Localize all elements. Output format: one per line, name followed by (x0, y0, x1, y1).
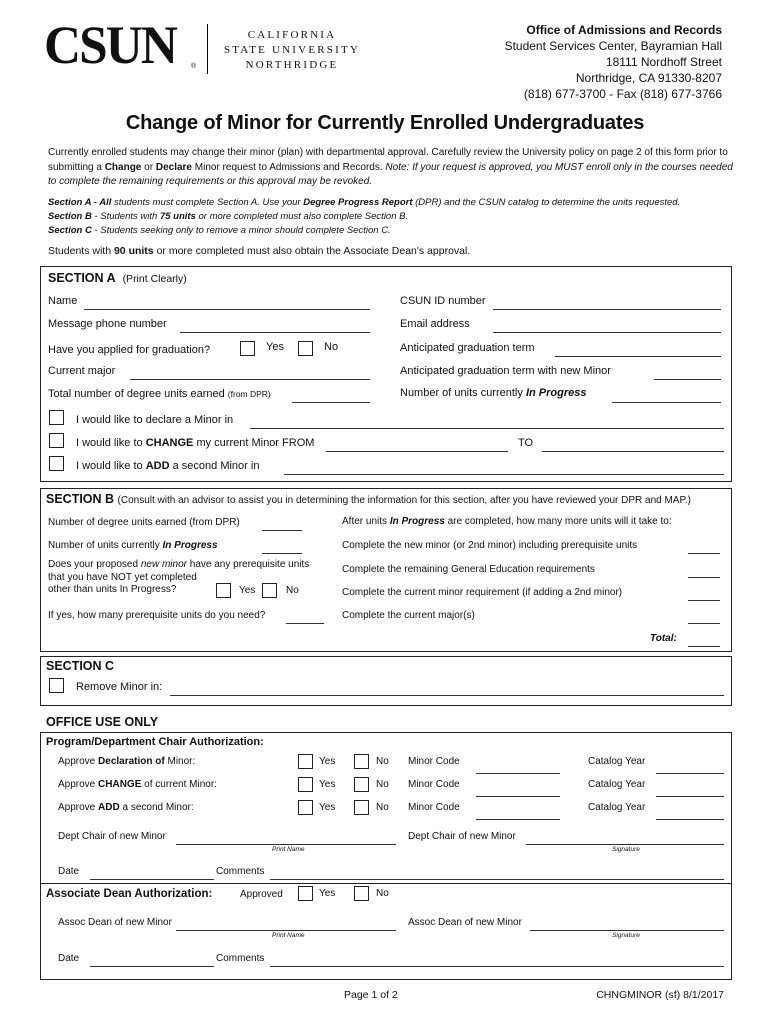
units-ip-field[interactable] (612, 402, 721, 403)
units-ip-label: Number of units currently In Progress (400, 387, 587, 399)
minor-code-label-3: Minor Code (408, 802, 460, 813)
section-b-title: SECTION B (Consult with an advisor to assist you in determining the information for this section, after you have reviewed your DPR and MAP.) (46, 492, 691, 506)
prereq-no-checkbox[interactable] (262, 583, 277, 598)
approve-change-no-checkbox[interactable] (354, 777, 369, 792)
logo-divider (207, 24, 208, 74)
units-total-label: Total number of degree units earned (from DPR) (48, 388, 271, 400)
dept-chair-sig-label: Dept Chair of new Minor (408, 831, 516, 842)
major-field[interactable] (130, 379, 370, 380)
current-minor-field[interactable] (688, 600, 720, 601)
remove-field[interactable] (170, 695, 724, 696)
earned-field[interactable] (262, 530, 302, 531)
change-label: I would like to CHANGE my current Minor FROM (76, 437, 315, 449)
chair-comments-field[interactable] (270, 879, 724, 880)
print-name-caption-1: Print Name (272, 846, 305, 853)
dean-comments-field[interactable] (270, 966, 724, 967)
signature-caption-1: Signature (612, 846, 640, 853)
minor-code-field-1[interactable] (476, 773, 560, 774)
dean-no-checkbox[interactable] (354, 886, 369, 901)
prereq-no-label: No (286, 585, 299, 596)
approve-change-yes-checkbox[interactable] (298, 777, 313, 792)
catalog-year-label-1: Catalog Year (588, 756, 646, 767)
assoc-dean-signature-field[interactable] (530, 930, 724, 931)
dean-title: Associate Dean Authorization: (46, 888, 213, 900)
csu-wordmark: CALIFORNIA STATE UNIVERSITY NORTHRIDGE (223, 29, 361, 71)
units-total-field[interactable] (292, 402, 370, 403)
phone-label: Message phone number (48, 318, 167, 330)
grad-term-label: Anticipated graduation term (400, 342, 535, 354)
change-to-field[interactable] (542, 451, 724, 452)
catalog-year-field-2[interactable] (656, 796, 724, 797)
section-a-title: SECTION A (Print Clearly) (48, 271, 187, 285)
current-minor-label: Complete the current minor requirement (if adding a 2nd minor) (342, 587, 623, 598)
dean-approved-label: Approved (240, 889, 283, 900)
add-field[interactable] (284, 474, 724, 475)
registered-mark: ® (191, 63, 197, 70)
approve-add-no-checkbox[interactable] (354, 800, 369, 815)
grad-yes-checkbox[interactable] (240, 341, 255, 356)
approve-change-label: Approve CHANGE of current Minor: (58, 779, 217, 790)
chair-title: Program/Department Chair Authorization: (46, 736, 264, 748)
catalog-year-label-2: Catalog Year (588, 779, 646, 790)
grad-yes-label: Yes (266, 341, 284, 353)
approve-declare-yes-checkbox[interactable] (298, 754, 313, 769)
approve-declare-yes-label: Yes (319, 756, 336, 767)
declare-label: I would like to declare a Minor in (76, 414, 234, 426)
office-use-box (40, 732, 732, 980)
prereq-yes-checkbox[interactable] (216, 583, 231, 598)
approve-add-yes-label: Yes (319, 802, 336, 813)
after-label: After units In Progress are completed, how many more units will it take to: (342, 516, 672, 527)
earned-label: Number of degree units earned (from DPR) (48, 517, 240, 528)
catalog-year-label-3: Catalog Year (588, 802, 646, 813)
remove-checkbox[interactable] (49, 678, 64, 693)
minor-code-label-1: Minor Code (408, 756, 460, 767)
approve-change-no-label: No (376, 779, 389, 790)
section-a (40, 266, 732, 482)
grad-question: Have you applied for graduation? (48, 344, 211, 356)
approve-add-yes-checkbox[interactable] (298, 800, 313, 815)
declare-field[interactable] (250, 428, 724, 429)
change-to-label: TO (518, 437, 534, 449)
csun-id-field[interactable] (493, 309, 721, 310)
complete-minor-label: Complete the new minor (or 2nd minor) including prerequisite units (342, 540, 638, 551)
approve-add-no-label: No (376, 802, 389, 813)
dean-date-field[interactable] (90, 966, 214, 967)
print-name-caption-2: Print Name (272, 932, 305, 939)
approve-add-label: Approve ADD a second Minor: (58, 802, 194, 813)
assoc-dean-name-field[interactable] (176, 930, 396, 931)
assoc-dean-sig-label: Assoc Dean of new Minor (408, 917, 522, 928)
ip-label: Number of units currently In Progress (48, 540, 218, 551)
email-label: Email address (400, 318, 470, 330)
how-many-field[interactable] (286, 623, 324, 624)
section-c-title: SECTION C (46, 659, 115, 673)
add-checkbox[interactable] (49, 456, 64, 471)
minor-code-field-2[interactable] (476, 796, 560, 797)
dept-chair-name-field[interactable] (176, 844, 396, 845)
grad-no-checkbox[interactable] (298, 341, 313, 356)
minor-code-field-3[interactable] (476, 819, 560, 820)
ge-label: Complete the remaining General Education requirements (342, 564, 595, 575)
prereq-yes-label: Yes (239, 585, 256, 596)
signature-caption-2: Signature (612, 932, 640, 939)
office-divider (40, 883, 732, 884)
csun-id-label: CSUN ID number (400, 295, 486, 307)
grad-term-new-label: Anticipated graduation term with new Minor (400, 365, 611, 377)
chair-date-label: Date (58, 866, 80, 877)
dean-yes-checkbox[interactable] (298, 886, 313, 901)
name-field[interactable] (84, 309, 370, 310)
csun-logo: CSUN (44, 15, 177, 75)
approve-declare-no-label: No (376, 756, 389, 767)
grad-term-new-field[interactable] (654, 379, 721, 380)
total-field[interactable] (688, 646, 720, 647)
remove-label: Remove Minor in: (76, 681, 163, 693)
how-many-label: If yes, how many prerequisite units do you need? (48, 610, 266, 621)
chair-comments-label: Comments (216, 866, 265, 877)
section-instructions: Section A - All students must complete Section A. Use your Degree Progress Report (DPR) and the CSUN catalog to determine the units requested. Section B - Students with 75 units or more completed must also complete Section B. Section C - Students seeking only to remove a minor should complete Section C. (48, 197, 681, 236)
catalog-year-field-1[interactable] (656, 773, 724, 774)
dean-approval-note: Students with 90 units or more completed must also obtain the Associate Dean's approval. (48, 245, 471, 257)
grad-term-field[interactable] (555, 356, 721, 357)
phone-field[interactable] (180, 332, 370, 333)
dean-no-label: No (376, 888, 389, 899)
approve-change-yes-label: Yes (319, 779, 336, 790)
ip-field[interactable] (262, 553, 302, 554)
ge-field[interactable] (688, 577, 720, 578)
catalog-year-field-3[interactable] (656, 819, 724, 820)
complete-minor-field[interactable] (688, 553, 720, 554)
name-label: Name (48, 295, 78, 307)
page-number: Page 1 of 2 (344, 989, 398, 1001)
chair-date-field[interactable] (90, 879, 214, 880)
major-label: Current major (48, 365, 116, 377)
dept-chair-label: Dept Chair of new Minor (58, 831, 166, 842)
email-field[interactable] (493, 332, 721, 333)
office-use-title: OFFICE USE ONLY (46, 715, 159, 729)
dept-chair-signature-field[interactable] (526, 844, 724, 845)
grad-no-label: No (324, 341, 339, 353)
approve-declare-no-checkbox[interactable] (354, 754, 369, 769)
dean-date-label: Date (58, 953, 80, 964)
approve-declare-label: Approve Declaration of Minor: (58, 756, 196, 767)
office-address: Office of Admissions and Records Student Services Center, Bayramian Hall 18111 Nordhoff Street Northridge, CA 91330-8207 (818) 677-3700 - Fax (818) 677-3766 (504, 23, 722, 101)
prereq-question: Does your proposed new minor have any prerequisite units that you have NOT yet completed other than units In Progress? (48, 559, 310, 595)
minor-code-label-2: Minor Code (408, 779, 460, 790)
dean-comments-label: Comments (216, 953, 265, 964)
form-code: CHNGMINOR (sf) 8/1/2017 (596, 989, 724, 1001)
add-label: I would like to ADD a second Minor in (76, 460, 260, 472)
change-checkbox[interactable] (49, 433, 64, 448)
majors-label: Complete the current major(s) (342, 610, 475, 621)
total-label: Total: (650, 633, 677, 644)
assoc-dean-label: Assoc Dean of new Minor (58, 917, 172, 928)
intro-text: Currently enrolled students may change their minor (plan) with departmental approval. Carefully review the University policy on page 2 of this form prior to submitting a Change or Declare Minor request to Admissions and Records. Note: If your request is approved, you MUST enroll only in the courses needed to complete the remaining requirements or this approval may be revoked. (48, 147, 733, 187)
change-from-field[interactable] (326, 451, 508, 452)
dean-yes-label: Yes (319, 888, 336, 899)
declare-checkbox[interactable] (49, 410, 64, 425)
majors-field[interactable] (688, 623, 720, 624)
form-title: Change of Minor for Currently Enrolled Undergraduates (125, 112, 645, 134)
